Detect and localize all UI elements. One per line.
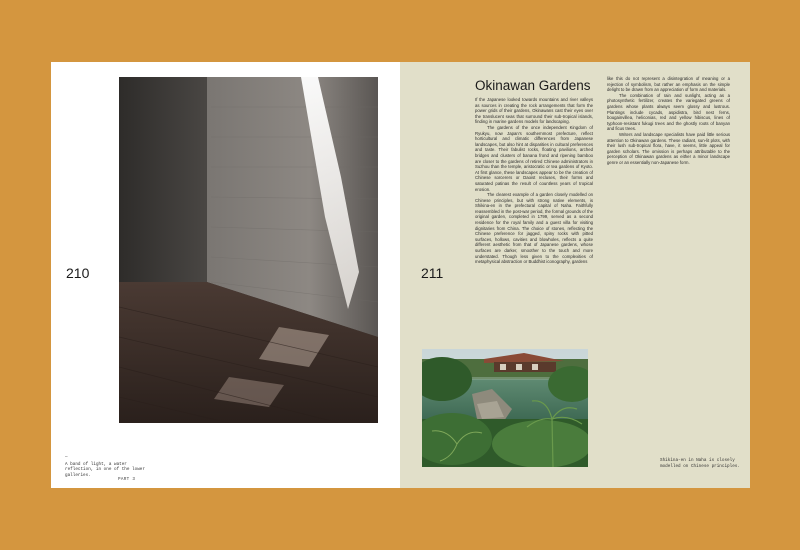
left-caption [65, 455, 145, 478]
paragraph: Writers and landscape specialists have paid little serious attention to Okinawan gardens. These radiant, sun-lit plots, with their lush sub-tropical flora, have, it seems, little appeal for garden scholars. The omission is perhaps attributable to the perception of Okinawan gardens as either a minor landscape genre or an essentially non-Japanese form. [607, 131, 730, 165]
right-caption: Shikina-en in Naha is closely modelled on Chinese principles. [660, 458, 740, 469]
left-page [51, 62, 400, 488]
garden-photo [422, 349, 588, 467]
book-spread [51, 62, 750, 488]
section-title: Okinawan Gardens [475, 78, 591, 93]
caption-marker: — [65, 455, 68, 460]
text-column-1 [475, 97, 593, 265]
page-number-left: 210 [66, 265, 90, 281]
right-page [400, 62, 750, 488]
text-column-2 [607, 76, 730, 166]
paragraph: like this do not represent a disintegration of meaning or a rejection of symbolism, but rather an emphasis on the simple delight to be drawn from an appreciation of form and materials. [607, 76, 730, 93]
paragraph: If the Japanese looked towards mountains and river valleys as sources in creating the rock arrangements that form the power grids of their gardens, Okinawans cast their eyes over the translucent seas that surround their sub-tropical islands, finding in marine gardens models for landscaping. [475, 97, 593, 125]
gallery-light-photo [119, 77, 378, 423]
garden-image [422, 349, 588, 467]
left-caption-text: A band of light, a water reflection, in one of the lower galleries. [65, 461, 145, 478]
paragraph: The gardens of the once independent Kingdom of Ryukyu, now Japan's southernmost prefecture, reflect horticultural and climatic differences from Japanese landscapes, but also hint at disparities in cultural preferences and taste. Their fabulist rocks, floating pavilions, arched bridges and clusters of banana frond and ripening bamboo are closer to the gardens of retired Chinese administrators in Suzhou than the temple, aristocratic or tea gardens of Kyoto. At first glance, these landscapes appear to be the creation of Chinese sorcerers or Daoist recluses, their forms and saturated patinas the result of countless years of tropical erosion. [475, 124, 593, 192]
running-footer: PART 3 [118, 477, 136, 482]
paragraph: The clearest example of a garden closely modelled on Chinese principles, but with strong native elements, is Shikina-en in the prefectural capital of Naha. Faithfully reassembled in the post-war period, the formal grounds of the original garden, completed in 1799, served as a second residence for the royal family and a guest villa for visiting dignitaries from China. The choice of stones, reflecting the Chinese preference for jagged, spiny rocks with pitted surfaces, hollows, cavities and blowholes, reflects a quite different aesthetic from that of Japanese gardens, whose surfaces are darker, smoother to the touch and more understated. Though less given to the complexities of metaphysical abstraction or Buddhist iconography, gardens [475, 192, 593, 265]
gallery-light-image [119, 77, 378, 423]
paragraph: The combination of rain and sunlight, acting as a photosynthetic fertilizer, creates the variegated greens of gardens whose plants always seem glossy and lustrous. Plantings include cycads, aspidistra, bird nest ferns, bougainvillea, heliconias, red and yellow hibiscus, lines of typhoon-resistant fukugi trees and the ghostly roots of banyan and ficus trees. [607, 92, 730, 132]
page-number-right: 211 [421, 265, 444, 281]
